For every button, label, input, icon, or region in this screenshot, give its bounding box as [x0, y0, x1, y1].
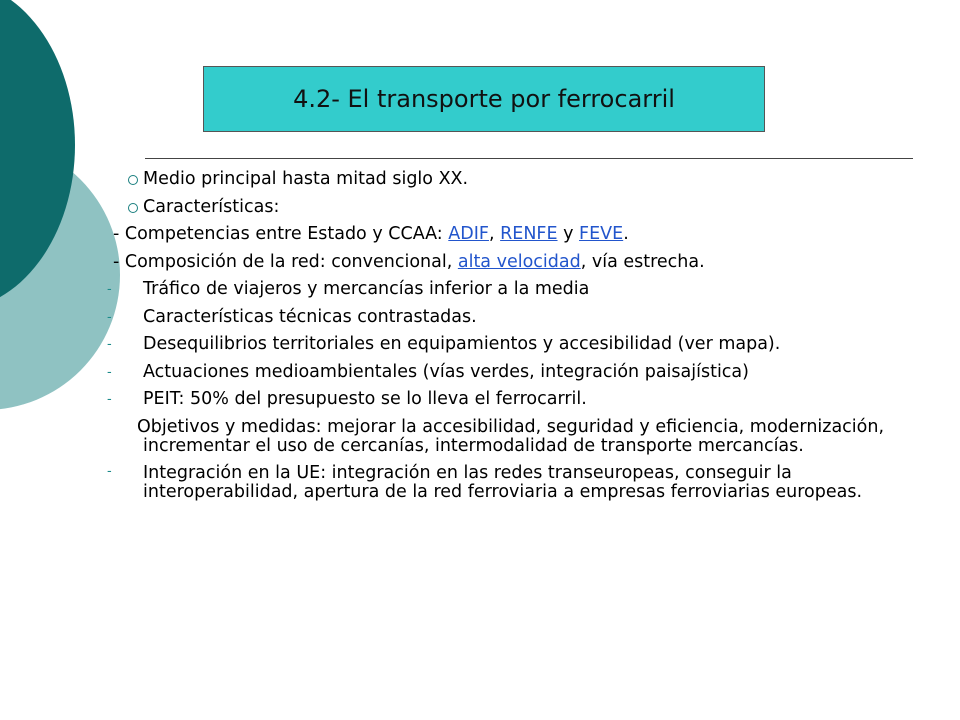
alta-velocidad-link[interactable]: alta velocidad — [457, 251, 581, 272]
dash-bullet-icon: - — [107, 364, 112, 380]
dash-bullet-icon: - — [107, 309, 112, 325]
renfe-link[interactable]: RENFE — [500, 224, 558, 244]
competencias-line — [113, 221, 945, 249]
slide-title: 4.2- El transporte por ferrocarril — [293, 85, 675, 113]
dash-item-text: Actuaciones medioambientales (vías verdes, integración paisajística) — [143, 361, 749, 382]
feve-link[interactable]: FEVE — [579, 224, 624, 244]
composicion-suffix: , vía estrecha. — [580, 251, 705, 272]
list-item — [115, 166, 945, 194]
dash-item-text: Características técnicas contrastadas. — [143, 306, 477, 327]
ring-bullet-icon — [128, 175, 138, 185]
list-item-text: Medio principal hasta mitad siglo XX. — [143, 169, 469, 189]
ring-bullet-icon — [128, 203, 138, 213]
dash-item — [107, 331, 945, 359]
dash-item-text: Desequilibrios territoriales en equipamientos y accesibilidad (ver mapa). — [143, 334, 781, 354]
title-divider — [145, 158, 913, 159]
competencias-sep1: , — [488, 224, 501, 244]
adif-link[interactable]: ADIF — [448, 224, 489, 244]
slide-content — [107, 166, 945, 506]
composicion-prefix: - Composición de la red: convencional, — [113, 251, 458, 272]
competencias-suffix: . — [623, 224, 629, 244]
competencias-sep2: y — [557, 224, 580, 244]
objetivos-paragraph — [115, 414, 945, 460]
composicion-line — [113, 249, 945, 277]
slide-title-box — [203, 66, 765, 132]
integracion-text: Integración en la UE: integración en las redes transeuropeas, conseguir la interoperabilidad, apertura de la red ferroviaria a empresas ferroviarias europeas. — [143, 462, 863, 502]
dash-item — [107, 304, 945, 332]
dash-item — [107, 460, 945, 506]
dash-item-text: PEIT: 50% del presupuesto se lo lleva el ferrocarril. — [143, 389, 587, 409]
dash-bullet-icon: - — [107, 392, 112, 407]
list-item-text: Características: — [143, 196, 280, 217]
dash-bullet-icon: - — [107, 282, 112, 297]
dash-item — [107, 276, 945, 304]
dash-item — [107, 359, 945, 387]
competencias-prefix: - Competencias entre Estado y CCAA: — [113, 224, 449, 244]
list-item — [115, 194, 945, 222]
dash-item-text: Tráfico de viajeros y mercancías inferior a la media — [143, 279, 590, 299]
objetivos-text: Objetivos y medidas: mejorar la accesibilidad, seguridad y eficiencia, modernización, incrementar el uso de cercanías, intermodalidad de transporte mercancías. — [137, 416, 885, 456]
dash-bullet-icon: - — [107, 463, 112, 479]
dash-bullet-icon: - — [107, 337, 112, 352]
dash-item — [107, 386, 945, 414]
